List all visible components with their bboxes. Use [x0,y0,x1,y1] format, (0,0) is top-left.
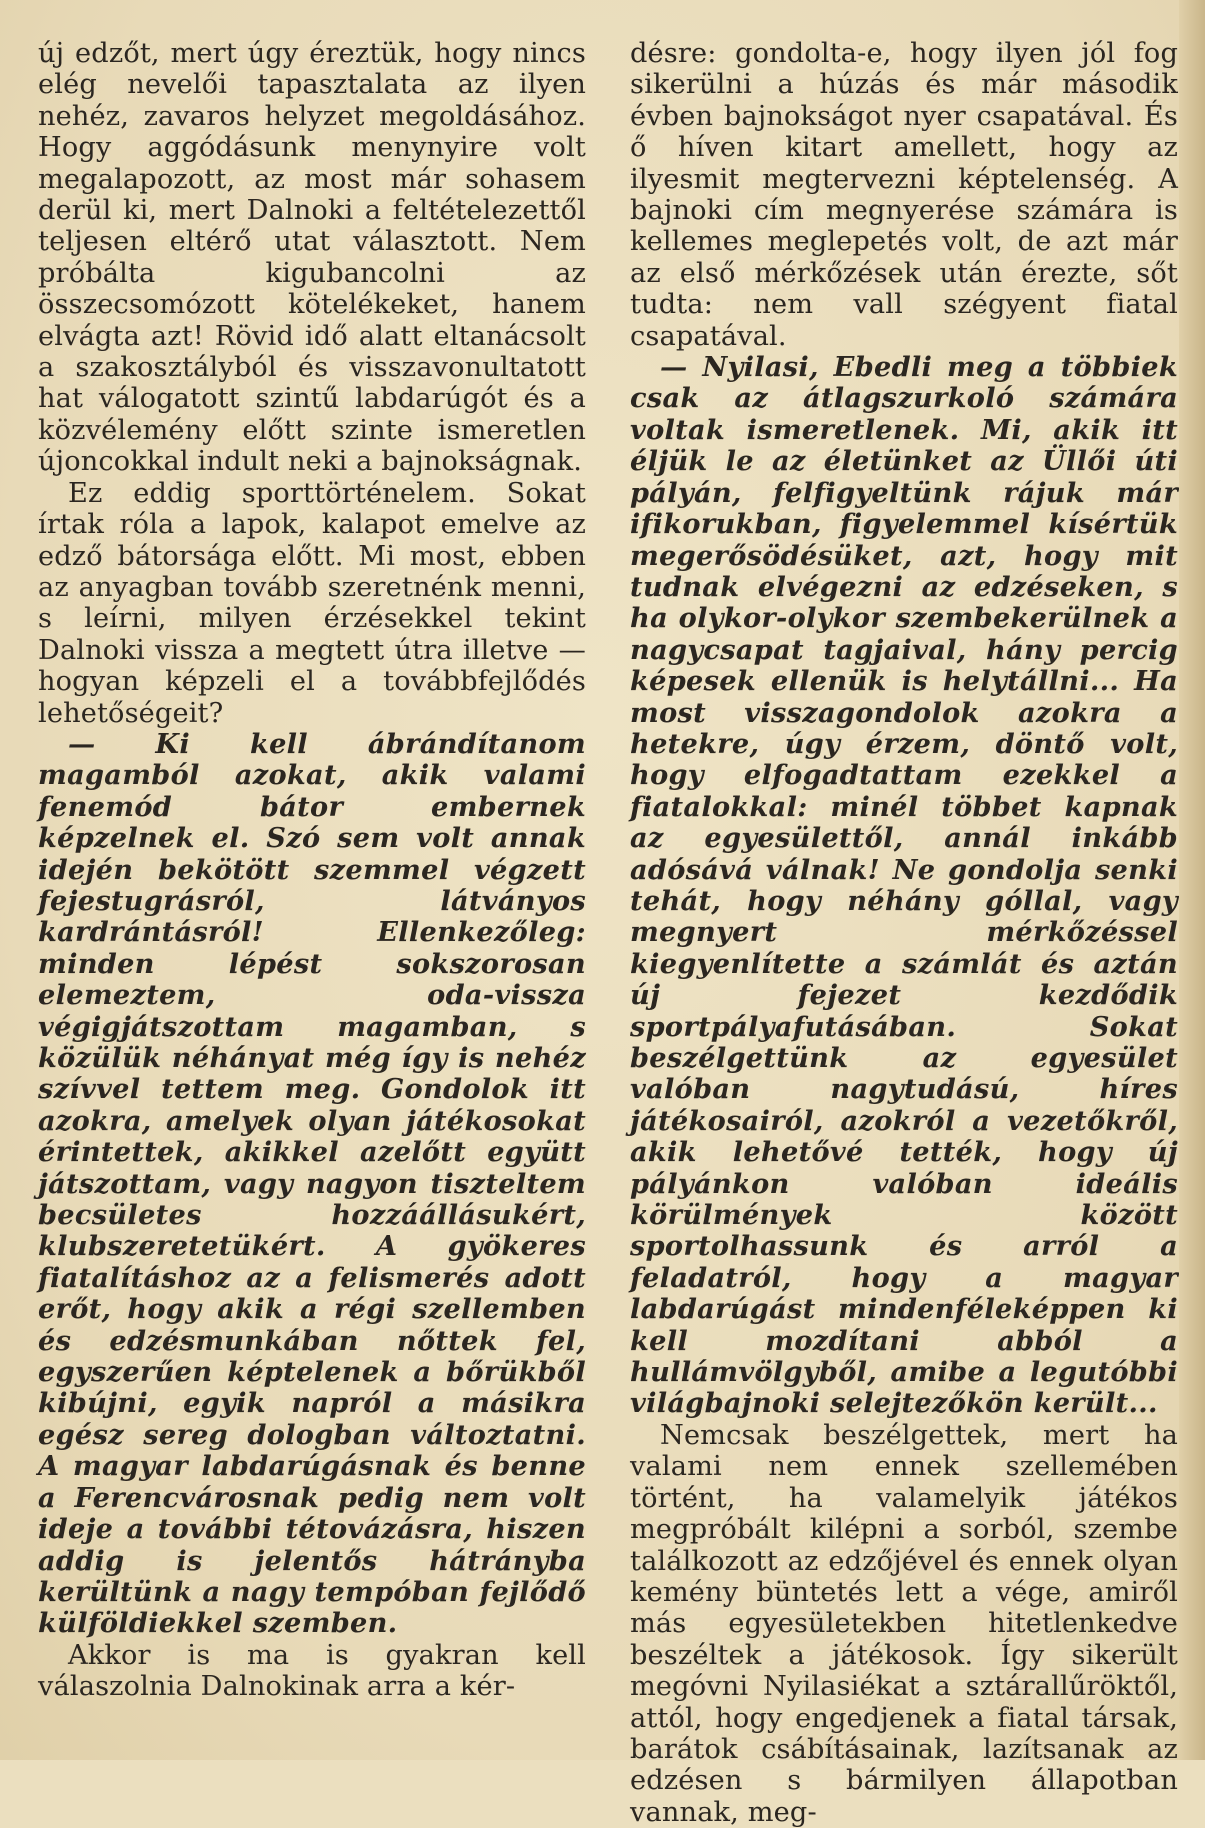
left-column [38,38,586,1703]
right-paragraph-2-quote: — Nyilasi, Ebedli meg a többiek csak az átlagszurkoló számára voltak ismeretlenek. Mi, akik itt éljük le az életünket az Üllői úti pályán, felfigyeltünk rájuk már ifikorukban, figyelemmel kísértük megerősödésüket, azt, hogy mit tudnak elvégezni az edzéseken, s ha olykor-olykor szembekerülnek a nagycsapat tagjaival, hány percig képesek ellenük is helytállni... Ha most visszagondolok azokra a hetekre, úgy érzem, döntő volt, hogy elfogadtattam ezekkel a fiatalokkal: minél többet kapnak az egyesülettől, annál inkább adósává válnak! Ne gondolja senki tehát, hogy néhány góllal, vagy megnyert mérkőzéssel kiegyenlítette a számlát és aztán új fejezet kezdődik sportpályafutásában. Sokat beszélgettünk az egyesület valóban nagytudású, híres játékosairól, azokról a vezetőkről, akik lehetővé tették, hogy új pályánkon valóban ideális körülmények között sportolhassunk és arról a feladatról, hogy a magyar labdarúgást mindenféleképpen ki kell mozdítani abból a hullámvölgyből, amibe a legutóbbi világbajnoki selejtezőkön került... [630,351,1178,1420]
left-paragraph-2: Ez eddig sporttörténelem. Sokat írtak róla a lapok, kalapot emelve az edző bátorsága előtt. Mi most, ebben az anyagban tovább szeretnénk menni, s leírni, milyen érzésekkel tekint Dalnoki vissza a megtett útra illetve — hogyan képzeli el a továbbfejlődés lehetőségeit? [38,477,586,729]
right-paragraph-3: Nemcsak beszélgettek, mert ha valami nem ennek szellemében történt, ha valamelyik játékos megpróbált kilépni a sorból, szembe találkozott az edzőjével és ennek olyan kemény büntetés lett a vége, amiről más egyesületekben hitetlenkedve beszéltek a játékosok. Így sikerült megóvni Nyilasiékat a sztárallűröktől, attól, hogy engedjenek a fiatal társak, barátok csábításainak, lazítsanak az edzésen s bármilyen állapotban vannak, meg- [630,1419,1178,1828]
right-paragraph-1: désre: gondolta-e, hogy ilyen jól fog sikerülni a húzás és már második évben bajnokságot nyer csapatával. És ő híven kitart amellett, hogy az ilyesmit megtervezni képtelenség. A bajnoki cím megnyerése számára is kellemes meglepetés volt, de azt már az első mérkőzések után érezte, sőt tudta: nem vall szégyent fiatal csapatával. [630,38,1178,352]
left-paragraph-4: Akkor is ma is gyakran kell válaszolnia Dalnokinak arra a kér- [38,1639,586,1703]
left-paragraph-3-quote: — Ki kell ábrándítanom magamból azokat, akik valami fenemód bátor embernek képzelnek el. Szó sem volt annak idején bekötött szemmel végzett fejestugrásról, látványos kardrántásról! Ellenkezőleg: minden lépést sokszorosan elemeztem, oda-vissza végigjátszottam magamban, s közülük néhányat még így is nehéz szívvel tettem meg. Gondolok itt azokra, amelyek olyan játékosokat érintettek, akikkel azelőtt együtt játszottam, vagy nagyon tiszteltem becsületes hozzáállásukért, klubszeretetükért. A gyökeres fiatalításhoz az a felismerés adott erőt, hogy akik a régi szellemben és edzésmunkában nőttek fel, egyszerűen képtelenek a bőrükből kibújni, egyik napról a másikra egész sereg dologban változtatni. A magyar labdarúgásnak és benne a Ferencvárosnak pedig nem volt ideje a további tétovázásra, hiszen addig is jelentős hátrányba kerültünk a nagy tempóban fejlődő külföldiekkel szemben. [38,727,586,1640]
page-edge-shadow [1179,0,1205,1760]
left-paragraph-1: új edzőt, mert úgy éreztük, hogy nincs elég nevelői tapasztalata az ilyen nehéz, zavaros helyzet megoldásához. Hogy aggódásunk menynyire volt megalapozott, az most már sohasem derül ki, mert Dalnoki a feltételezettől teljesen eltérő utat választott. Nem próbálta kigubancolni az összecsomózott kötelékeket, hanem elvágta azt! Rövid idő alatt eltanácsolt a szakosztályból és visszavonultatott hat válogatott szintű labdarúgót és a közvélemény előtt szinte ismeretlen újoncokkal indult neki a bajnokságnak. [38,38,586,478]
right-column [630,38,1178,1828]
